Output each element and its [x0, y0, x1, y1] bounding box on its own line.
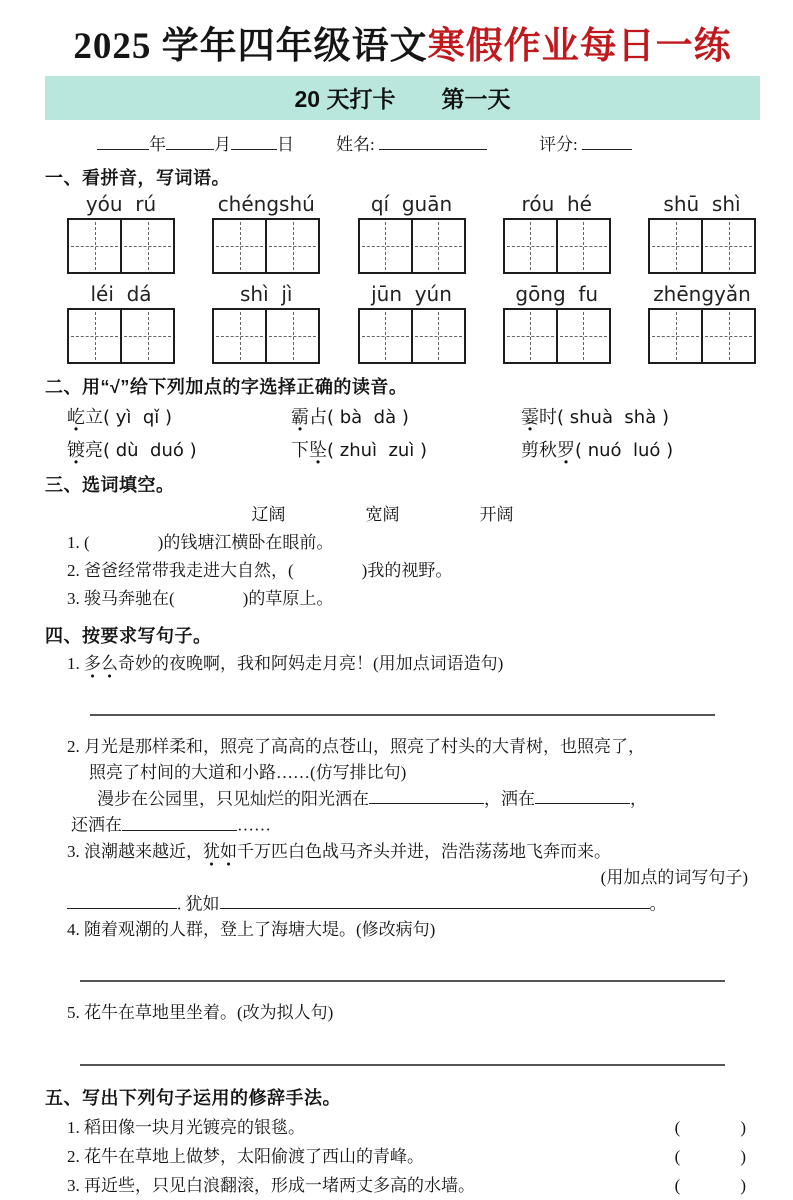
emphasis-dot: ● — [73, 423, 79, 433]
grid-cell[interactable] — [214, 220, 265, 272]
pinyin-options[interactable]: ( bà dà ) — [327, 406, 409, 428]
pinyin-group — [648, 283, 756, 364]
sentence-text: 1. 稻田像一块月光镀亮的银毯。 — [67, 1117, 305, 1137]
word-bank-item: 辽阔 — [251, 504, 286, 524]
emphasis-dot: ● — [226, 860, 231, 869]
pronunciation-item — [291, 403, 521, 433]
sentence-line: 照亮了村间的大道和小路……(仿写排比句) — [89, 762, 407, 782]
sentence-text: 3. 再近些，只见白浪翻滚，形成一堵两丈多高的水墙。 — [67, 1175, 475, 1195]
pronunciation-items — [67, 403, 760, 466]
pinyin-group — [648, 193, 756, 274]
writing-grid[interactable] — [358, 308, 466, 364]
sentence-line: 4. 随着观潮的人群，登上了海塘大堤。(修改病句) — [67, 919, 436, 939]
answer-blank[interactable] — [80, 1046, 725, 1065]
grid-cell[interactable] — [265, 220, 318, 272]
sentence-line — [45, 697, 760, 724]
pinyin-group — [212, 193, 320, 274]
sentence-line: 2. 月光是那样柔和，照亮了高高的点苍山，照亮了村头的大青树，也照亮了， — [67, 736, 645, 756]
pinyin-options[interactable]: ( zhuì zuì ) — [327, 439, 428, 461]
emphasis-dot: ● — [315, 456, 321, 466]
sentence-line: 5. 花牛在草地里坐着。(改为拟人句) — [67, 1003, 334, 1023]
section2-heading: 二、用“√”给下列加点的字选择正确的读音。 — [45, 376, 408, 397]
section1-heading: 一、看拼音，写词语。 — [45, 167, 230, 188]
grid-cell[interactable] — [556, 220, 609, 272]
dotted-char: 霎 ● — [521, 406, 539, 433]
pinyin-options[interactable]: ( nuó luó ) — [575, 439, 674, 461]
emphasis-dot: ● — [90, 672, 95, 681]
fill-blank-sentence[interactable]: 3. 骏马奔驰在( )的草原上。 — [67, 588, 334, 608]
emphasis-dot: ● — [563, 456, 569, 466]
sentence-line — [45, 1046, 760, 1073]
grid-cell[interactable] — [214, 310, 265, 362]
writing-grid[interactable] — [212, 218, 320, 274]
grid-cell[interactable] — [265, 310, 318, 362]
pinyin-label: qí guān — [370, 191, 453, 216]
section3-heading: 三、选词填空。 — [45, 474, 175, 495]
pinyin-row — [67, 193, 756, 274]
sentence-line: 漫步在公园里，只见灿烂的阳光洒在 ，洒在 ， — [97, 786, 760, 812]
grid-cell[interactable] — [701, 220, 754, 272]
dotted-word: 下坠 ● — [291, 436, 327, 462]
answer-blank[interactable] — [369, 786, 484, 804]
word-bank — [45, 500, 720, 525]
dotted-char: 屹 ● — [67, 406, 85, 433]
sentence-line: 还洒在 …… — [71, 812, 760, 838]
day-label: 日 — [277, 134, 294, 154]
title-red-part: 寒假作业每日一练 — [427, 26, 732, 67]
page-title — [45, 26, 760, 69]
emphasis-dot: ● — [297, 423, 303, 433]
dotted-word: 剪秋罗 ● — [521, 436, 575, 462]
pinyin-group — [503, 193, 611, 274]
grid-cell[interactable] — [411, 310, 464, 362]
title-black-part: 2025 学年四年级语文 — [73, 26, 428, 67]
dotted-char: 坠 ● — [309, 439, 327, 466]
dotted-word: 霎 ● 时 — [521, 403, 557, 429]
grid-cell[interactable] — [701, 310, 754, 362]
answer-blank[interactable] — [122, 812, 237, 830]
pinyin-label: chéngshú — [217, 191, 315, 216]
dotted-word: 霸 ● 占 — [291, 403, 327, 429]
score-label: 评分: — [538, 134, 578, 154]
pinyin-label: shū shì — [663, 191, 741, 216]
grid-cell[interactable] — [650, 310, 701, 362]
writing-grid[interactable] — [358, 218, 466, 274]
sentence-writing-items — [45, 651, 760, 1074]
grid-cell[interactable] — [69, 220, 120, 272]
pinyin-group — [503, 283, 611, 364]
year-label: 年 — [149, 134, 166, 154]
year-blank[interactable] — [97, 131, 149, 150]
pinyin-options[interactable]: ( dù duó ) — [103, 439, 197, 461]
grid-cell[interactable] — [120, 310, 173, 362]
pinyin-group — [358, 283, 466, 364]
dotted-char: 罗 ● — [557, 439, 575, 466]
sentence-line: 3. 浪潮越来越近，犹 ● 如 ● 千万匹白色战马齐头并进，浩浩荡荡地飞奔而来。 — [67, 839, 760, 865]
writing-grid[interactable] — [503, 218, 611, 274]
sentence-text: 2. 花牛在草地上做梦，太阳偷渡了西山的青峰。 — [67, 1146, 424, 1166]
answer-blank[interactable] — [80, 963, 725, 982]
rhetoric-row — [67, 1113, 746, 1142]
pronunciation-item — [291, 436, 521, 466]
pinyin-label: zhēngyǎn — [653, 281, 751, 306]
rhetoric-row — [67, 1171, 746, 1200]
pinyin-options[interactable]: ( yì qǐ ) — [103, 406, 173, 428]
grid-cell[interactable] — [360, 310, 411, 362]
answer-blank[interactable] — [220, 891, 650, 909]
grid-cell[interactable] — [120, 220, 173, 272]
word-bank-item: 开阔 — [479, 504, 514, 524]
writing-grid[interactable] — [503, 308, 611, 364]
grid-cell[interactable] — [505, 310, 556, 362]
pinyin-label: róu hé — [521, 191, 592, 216]
pronunciation-item — [521, 403, 760, 433]
grid-cell[interactable] — [360, 220, 411, 272]
date-name-score-line — [45, 130, 760, 155]
dotted-word: 屹 ● 立 — [67, 403, 103, 429]
sentence-line: (用加点的词写句子) — [600, 867, 748, 887]
answer-blank[interactable] — [535, 786, 630, 804]
day-banner: 20 天打卡 第一天 — [45, 76, 760, 120]
pronunciation-item — [67, 436, 291, 466]
section5-heading: 五、写出下列句子运用的修辞手法。 — [45, 1087, 341, 1108]
dotted-char: 镀 ● — [67, 439, 85, 466]
fill-blank-items — [45, 529, 760, 613]
pinyin-group — [212, 283, 320, 364]
section4-heading: 四、按要求写句子。 — [45, 625, 212, 646]
dotted-char: 么 ● — [101, 653, 118, 681]
rhetoric-items — [45, 1113, 760, 1200]
grid-cell[interactable] — [505, 220, 556, 272]
emphasis-dot: ● — [107, 672, 112, 681]
grid-cell[interactable] — [556, 310, 609, 362]
dotted-char: 犹 ● — [203, 841, 220, 869]
pinyin-label: léi dá — [90, 281, 152, 306]
fill-blank-sentence[interactable]: 2. 爸爸经常带我走进大自然，( )我的视野。 — [67, 560, 453, 580]
rhetoric-row — [67, 1142, 746, 1171]
writing-grid[interactable] — [67, 308, 175, 364]
grid-cell[interactable] — [69, 310, 120, 362]
pronunciation-item — [521, 436, 760, 466]
writing-grid[interactable] — [67, 218, 175, 274]
answer-blank[interactable] — [67, 891, 177, 909]
pinyin-label: gōng fu — [515, 281, 599, 306]
pinyin-label: yóu rú — [85, 191, 157, 216]
grid-cell[interactable] — [411, 220, 464, 272]
month-blank[interactable] — [166, 131, 214, 150]
pinyin-grid-area — [45, 193, 760, 364]
emphasis-dot: ● — [73, 456, 79, 466]
day-blank[interactable] — [231, 131, 277, 150]
sentence-line: . 犹如 。 — [67, 891, 760, 917]
grid-cell[interactable] — [650, 220, 701, 272]
pinyin-label: jūn yún — [371, 281, 452, 306]
dotted-char: 霸 ● — [291, 406, 309, 433]
answer-blank[interactable] — [90, 697, 715, 716]
dotted-word: 镀 ● 亮 — [67, 436, 103, 462]
pinyin-group — [358, 193, 466, 274]
fill-blank-sentence[interactable]: 1. ( )的钱塘江横卧在眼前。 — [67, 532, 334, 552]
pronunciation-item — [67, 403, 291, 433]
name-blank[interactable] — [379, 131, 487, 150]
sentence-line — [45, 963, 760, 990]
pinyin-options[interactable]: ( shuà shà ) — [557, 406, 669, 428]
dotted-char: 多 ● — [84, 653, 101, 681]
answer-paren[interactable]: ( ) — [674, 1146, 746, 1166]
emphasis-dot: ● — [209, 860, 214, 869]
dotted-char: 如 ● — [220, 841, 237, 869]
writing-grid[interactable] — [648, 308, 756, 364]
answer-paren[interactable]: ( ) — [674, 1117, 746, 1137]
answer-paren[interactable]: ( ) — [674, 1175, 746, 1195]
score-blank[interactable] — [582, 131, 632, 150]
pinyin-group — [67, 193, 175, 274]
writing-grid[interactable] — [212, 308, 320, 364]
sentence-line: 1. 多 ● 么 ● 奇妙的夜晚啊，我和阿妈走月亮！(用加点词语造句) — [67, 651, 760, 677]
writing-grid[interactable] — [648, 218, 756, 274]
pinyin-row — [67, 283, 756, 364]
pinyin-group — [67, 283, 175, 364]
word-bank-item: 宽阔 — [365, 504, 400, 524]
emphasis-dot: ● — [527, 423, 533, 433]
pinyin-label: shì jì — [240, 281, 293, 306]
month-label: 月 — [214, 134, 231, 154]
name-label: 姓名: — [336, 134, 375, 154]
